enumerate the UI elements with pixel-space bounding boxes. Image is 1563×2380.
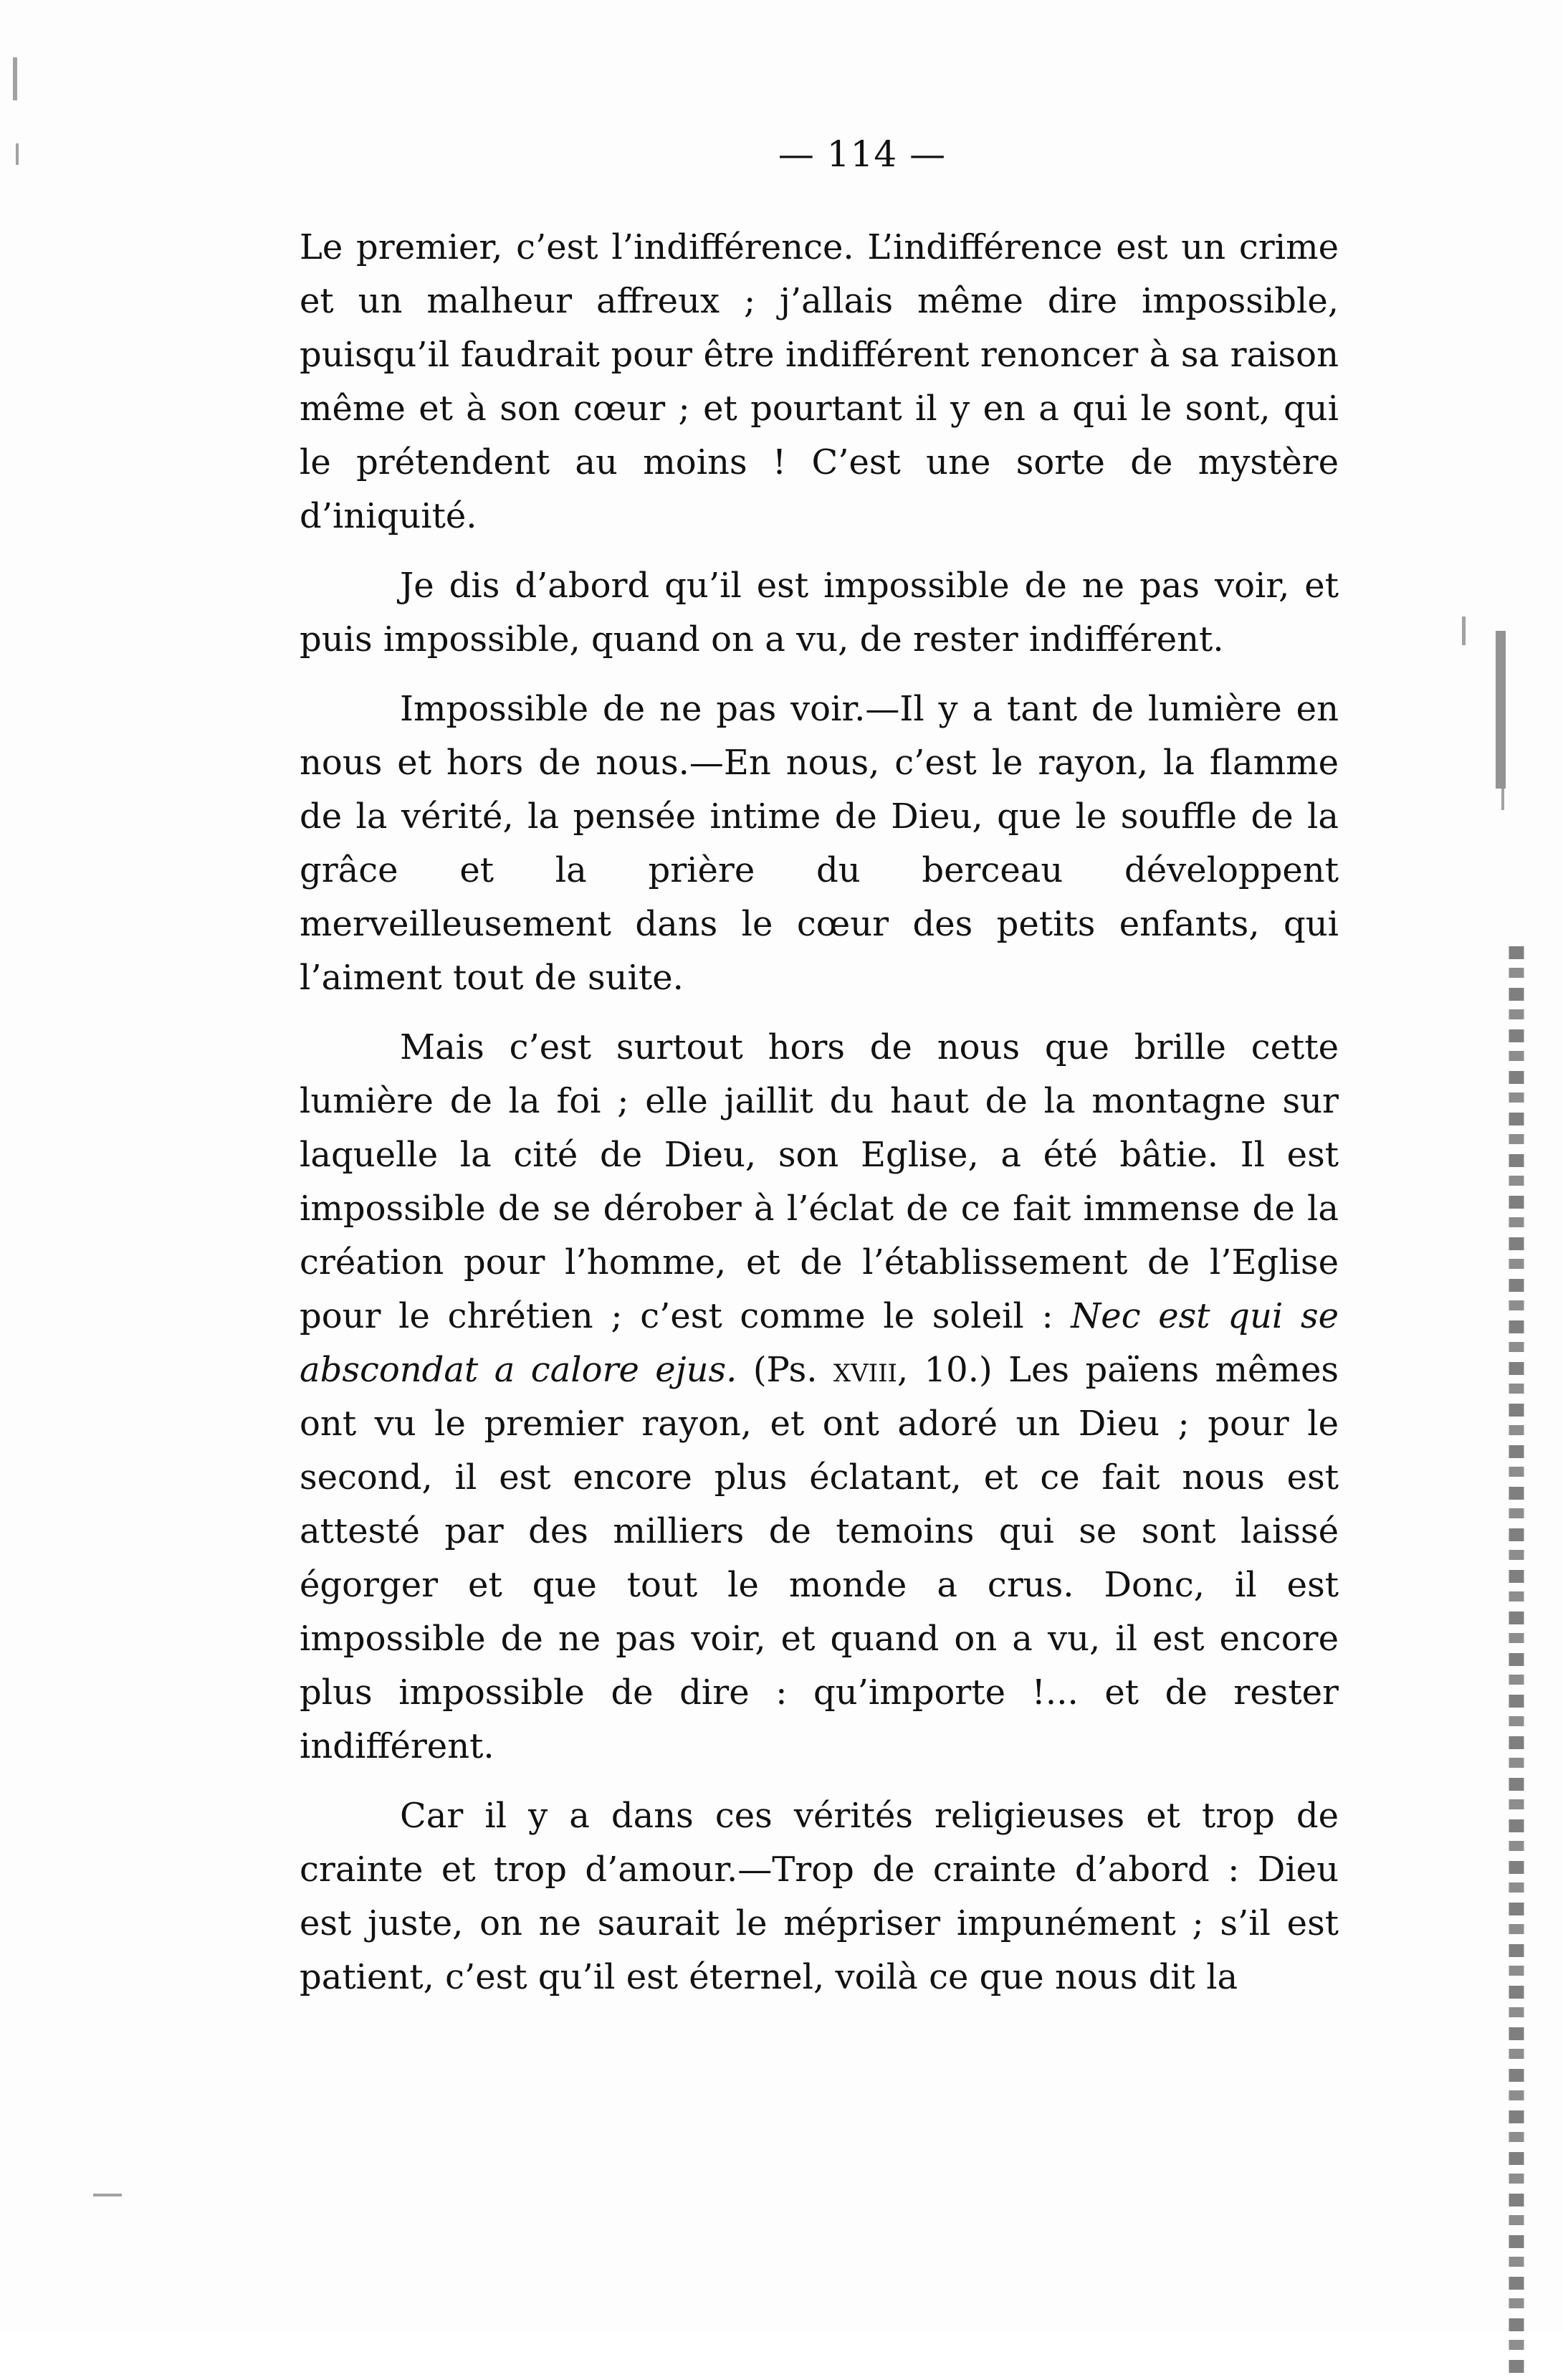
page-text xyxy=(300,133,1339,2020)
scripture-reference-close: , 10.) xyxy=(897,1350,993,1390)
paragraph-1: Le premier, c’est l’indifférence. L’indifférence est un crime et un malheur affreux ; j’allais même dire impossible, puisqu’il faudrait pour être indifférent renoncer à sa raison même et à son cœur ; et pourtant il y en a qui le sont, qui le prétendent au moins ! C’est une sorte de mystère d’iniquité. xyxy=(300,227,1339,536)
scan-speck xyxy=(1501,789,1504,810)
scan-speck xyxy=(93,2194,122,2196)
scripture-reference-open: (Ps. xyxy=(737,1350,833,1390)
binding-shadow xyxy=(1491,946,1542,2380)
binding-shadow-top xyxy=(1496,631,1506,789)
paragraph-4-text-a: Mais c’est surtout hors de nous que brille cette lumière de la foi ; elle jaillit du haut de la montagne sur laquelle la cité de Dieu, son Eglise, a été bâtie. Il est impossible de se dérober à l’éclat de ce fait immense de la création pour l’homme, et de l’établissement de l’Eglise pour le chrétien ; c’est comme le soleil : xyxy=(300,1027,1339,1336)
paragraph-3: Impossible de ne pas voir.—Il y a tant de lumière en nous et hors de nous.—En nous, c’est le rayon, la flamme de la vérité, la pensée intime de Dieu, que le souffle de la grâce et la prière du berceau développent merveilleusement dans le cœur des petits enfants, qui l’aiment tout de suite. xyxy=(300,689,1339,998)
scan-speck xyxy=(16,143,19,165)
paragraph-4 xyxy=(300,1021,1339,1774)
paragraph-4-text-b: Les païens mêmes ont vu le premier rayon, et ont adoré un Dieu ; pour le second, il est encore plus éclatant, et ce fait nous est attesté par des milliers de temoins qui se sont laissé égorger et que tout le monde a crus. Donc, il est impossible de ne pas voir, et quand on a vu, il est encore plus impossible de dire : qu’importe !... et de rester indifférent. xyxy=(300,1350,1339,1766)
paragraph-2: Je dis d’abord qu’il est impossible de ne pas voir, et puis impossible, quand on a vu, de rester indifférent. xyxy=(300,566,1339,660)
paragraph-5: Car il y a dans ces vérités religieuses et trop de crainte et trop d’amour.—Trop de crainte d’abord : Dieu est juste, on ne saurait le mépriser impunément ; s’il est patient, c’est qu’il est éternel, voilà ce que nous dit la xyxy=(300,1796,1339,1997)
latin-quotation: Nec est qui se abscondat a calore ejus. xyxy=(300,1296,1339,1390)
page-number: — 114 — xyxy=(778,133,947,175)
scan-speck xyxy=(13,57,17,100)
scripture-reference-psalm: xviii xyxy=(833,1350,897,1390)
scan-speck xyxy=(1462,617,1466,645)
